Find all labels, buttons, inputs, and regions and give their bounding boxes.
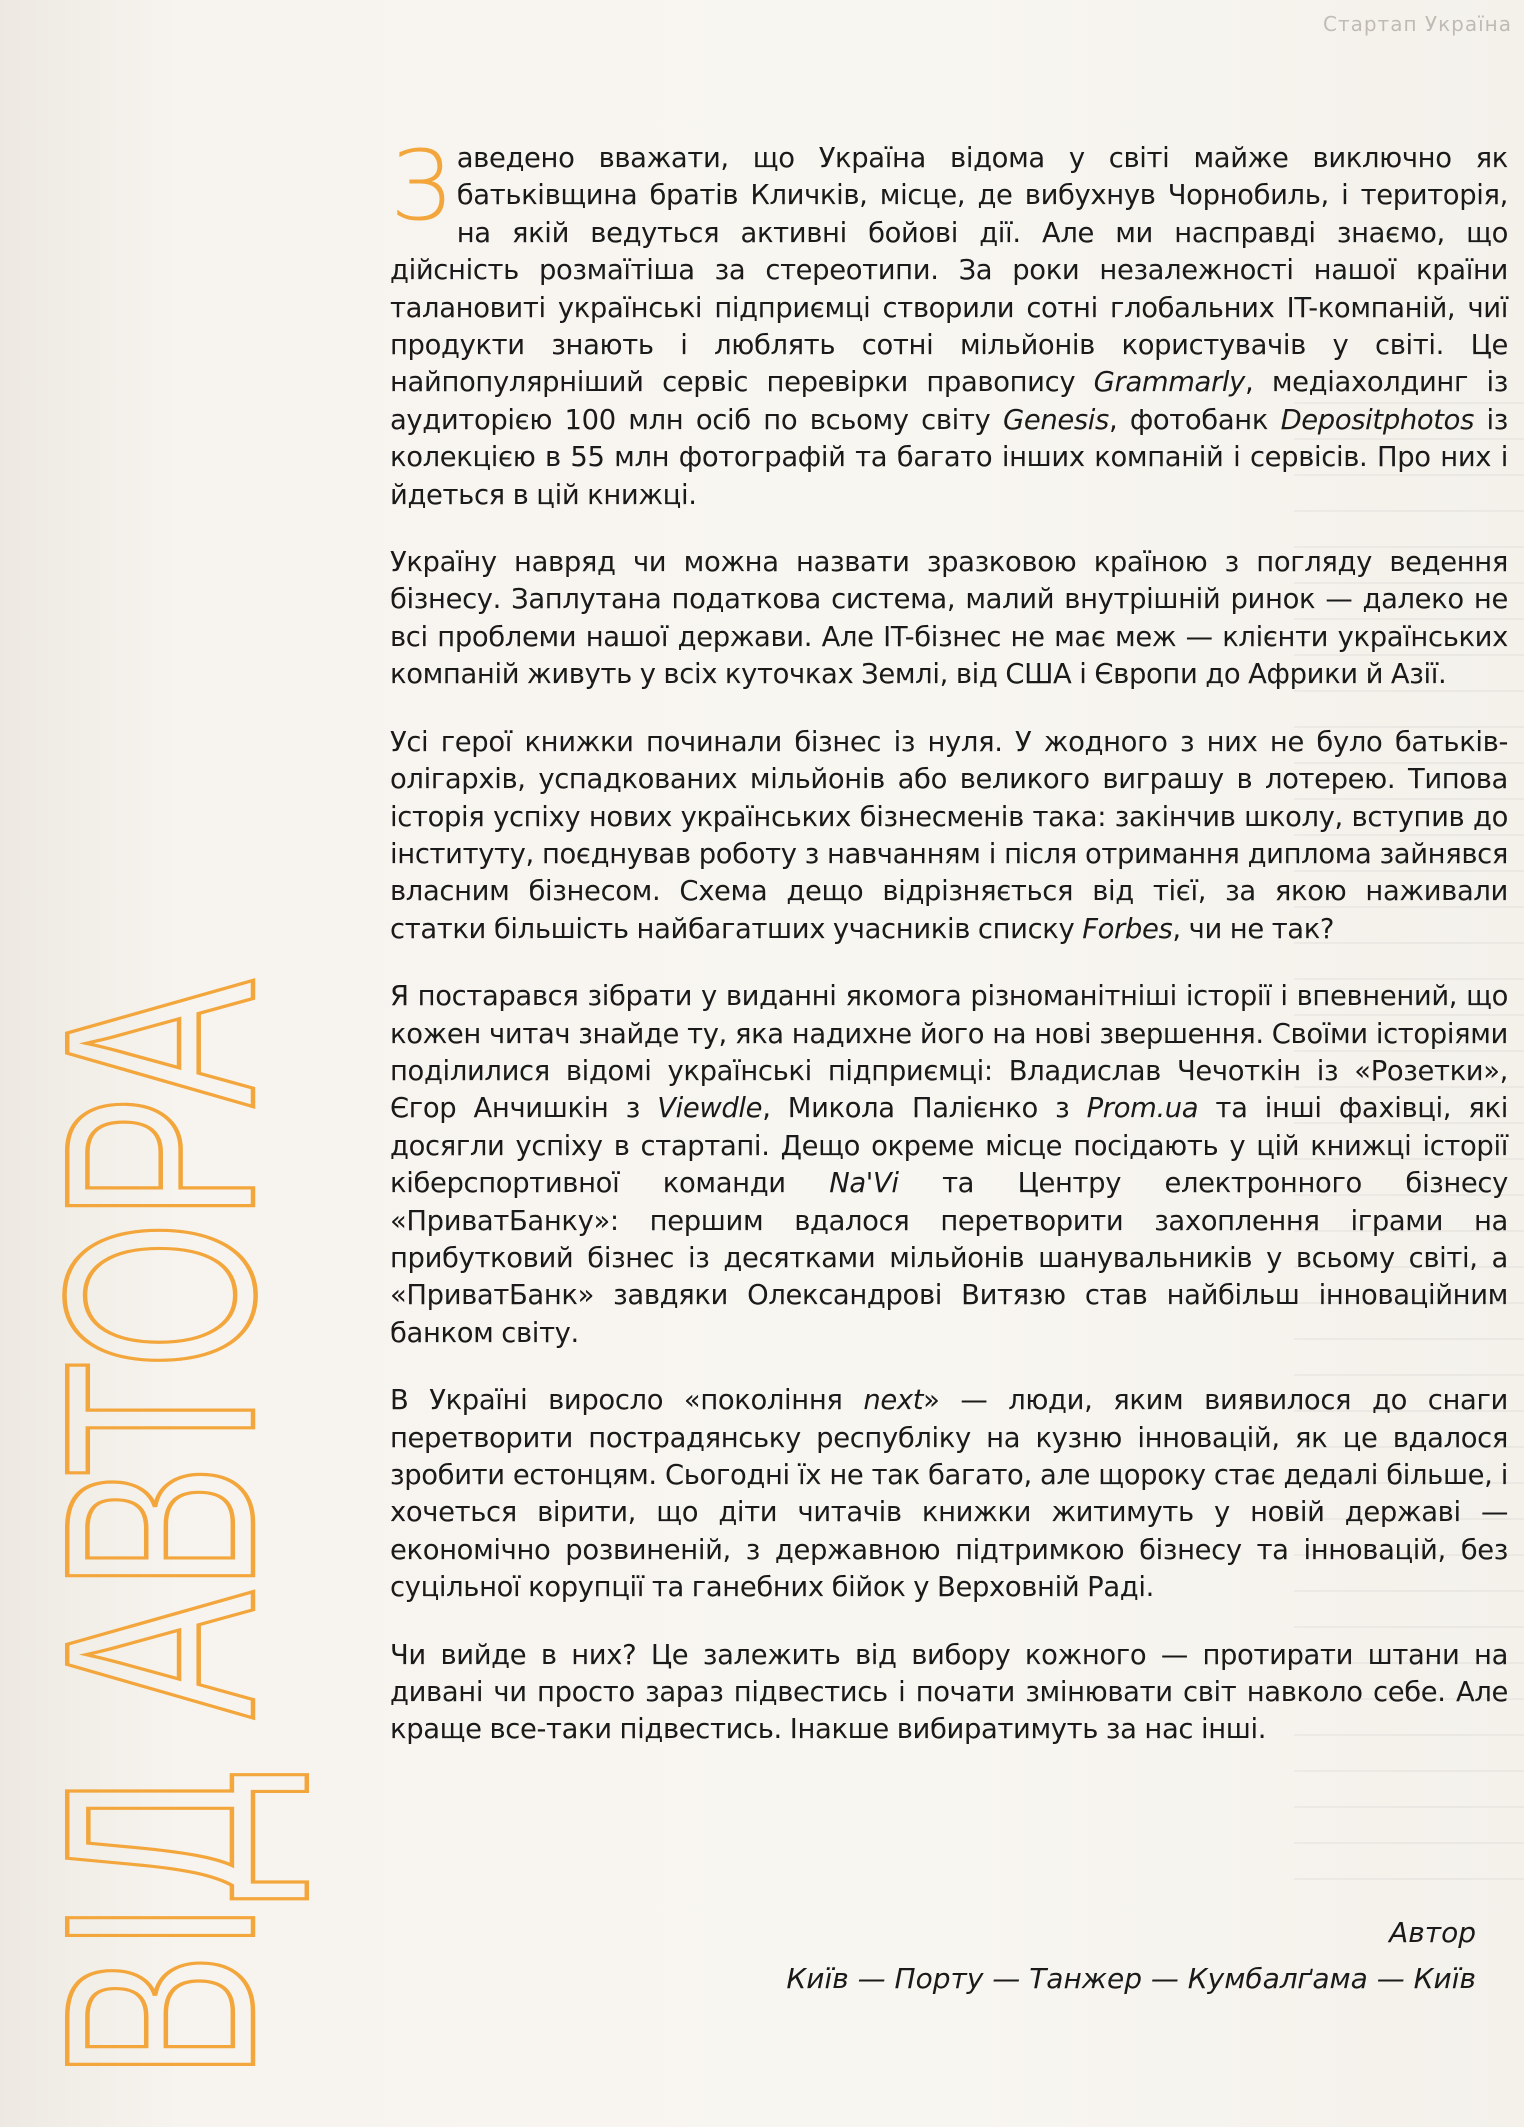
signature-author: Автор [1389, 1916, 1476, 1949]
term-next: next [863, 1385, 924, 1417]
brand-viewdle: Viewdle [657, 1093, 763, 1125]
brand-forbes: Forbes [1082, 913, 1173, 945]
signature-block [786, 1910, 1476, 2002]
paragraph-2: Україну навряд чи можна назвати зразковою країною з погляду ведення бізнесу. Заплутана податкова система, малий внутрішній ринок — далеко не всі проблеми нашої держави. Але IT-бізнес не має меж — клієнти українських компаній живуть у всіх куточках Землі, від США і Європи до Африки й Азії. [390, 547, 1508, 691]
brand-genesis: Genesis [1002, 404, 1109, 436]
paragraph-1: Заведено вважати, що Україна відома у світі майже виключно як батьківщина братів Кличків, місце, де вибухнув Чорнобиль, і територія, на якій ведуться активні бойові дії. Але ми насправді знаємо, що дійсність розмаїтіша за стереотипи. За роки незалежності нашої країни талановиті українські підприємці створили сотні глобальних IT-компаній, чиї продукти знають і люблять сотні мільйонів користувачів у світі. Це найпопулярніший сервіс перевірки правопису Grammarly, медіахолдинг із аудиторією 100 млн осіб по всьому світу Genesis, фотобанк Depositphotos із колекцією в 55 млн фотографій та багато інших компаній і сервісів. Про них і йдеться в цій книжці. [390, 130, 1508, 511]
article-body [390, 130, 1509, 1779]
drop-cap: З [390, 130, 451, 242]
paragraph-3: Усі герої книжки починали бізнес із нуля. У жодного з них не було батьків-олігархів, успадкованих мільйонів або великого виграшу в лотерею. Типова історія успіху нових українських бізнесменів така: закінчив школу, вступив до інституту, поєднував роботу з навчанням і після отримання диплома зайнявся власним бізнесом. Схема дещо відрізняється від тієї, за якою наживали статки більшість найбагатших учасників списку Forbes, чи не так? [390, 726, 1508, 945]
signature-places: Київ — Порту — Танжер — Кумбалґама — Київ [786, 1962, 1476, 1995]
section-title-outline [10, 519, 311, 2080]
paragraph-4: Я постарався зібрати у виданні якомога різноманітніші історії і впевнений, що кожен читач знайде ту, яка надихне його на нові звершення. Своїми історіями поділилися відомі українські підприємці: Владислав Чечоткін із «Розетки», Єгор Анчишкін з Viewdle, Микола Палієнко з Prom.ua та інші фахівці, які досягли успіху в стартапі. Дещо окреме місце посідають у цій книжці історії кіберспортивної команди Na'Vi та Центру електронного бізнесу «ПриватБанку»: першим вдалося перетворити захоплення іграми на прибутковий бізнес із десятками мільйонів шанувальників у всьому світі, а «ПриватБанк» завдяки Олександрові Витязю став найбільш інноваційним банком світу. [390, 981, 1509, 1349]
brand-navi: Na'Vi [829, 1168, 899, 1200]
paragraph-6: Чи вийде в них? Це залежить від вибору кожного — протирати штани на дивані чи просто зараз підвестись і почати змінювати світ навколо себе. Але краще все-таки підвестись. Інакше вибиратимуть за нас інші. [390, 1639, 1508, 1746]
section-title-text: ВІД АВТОРА [10, 519, 311, 2080]
brand-grammarly: Grammarly [1093, 367, 1246, 399]
section-title [10, 519, 311, 2080]
running-header: Стартап Україна [1322, 12, 1512, 36]
brand-promua: Prom.ua [1086, 1093, 1199, 1125]
brand-depositphotos: Depositphotos [1280, 404, 1474, 436]
paragraph-5: В Україні виросло «покоління next» — люди, яким виявилося до снаги перетворити пострадянську республіку на кузню інновацій, як це вдалося зробити естонцям. Сьогодні їх не так багато, але щороку стає дедалі більше, і хочеться вірити, що діти читачів книжки житимуть у новій державі — економічно розвиненій, з державною підтримкою бізнесу та інновацій, без суцільної корупції та ганебних бійок у Верховній Раді. [390, 1385, 1508, 1604]
